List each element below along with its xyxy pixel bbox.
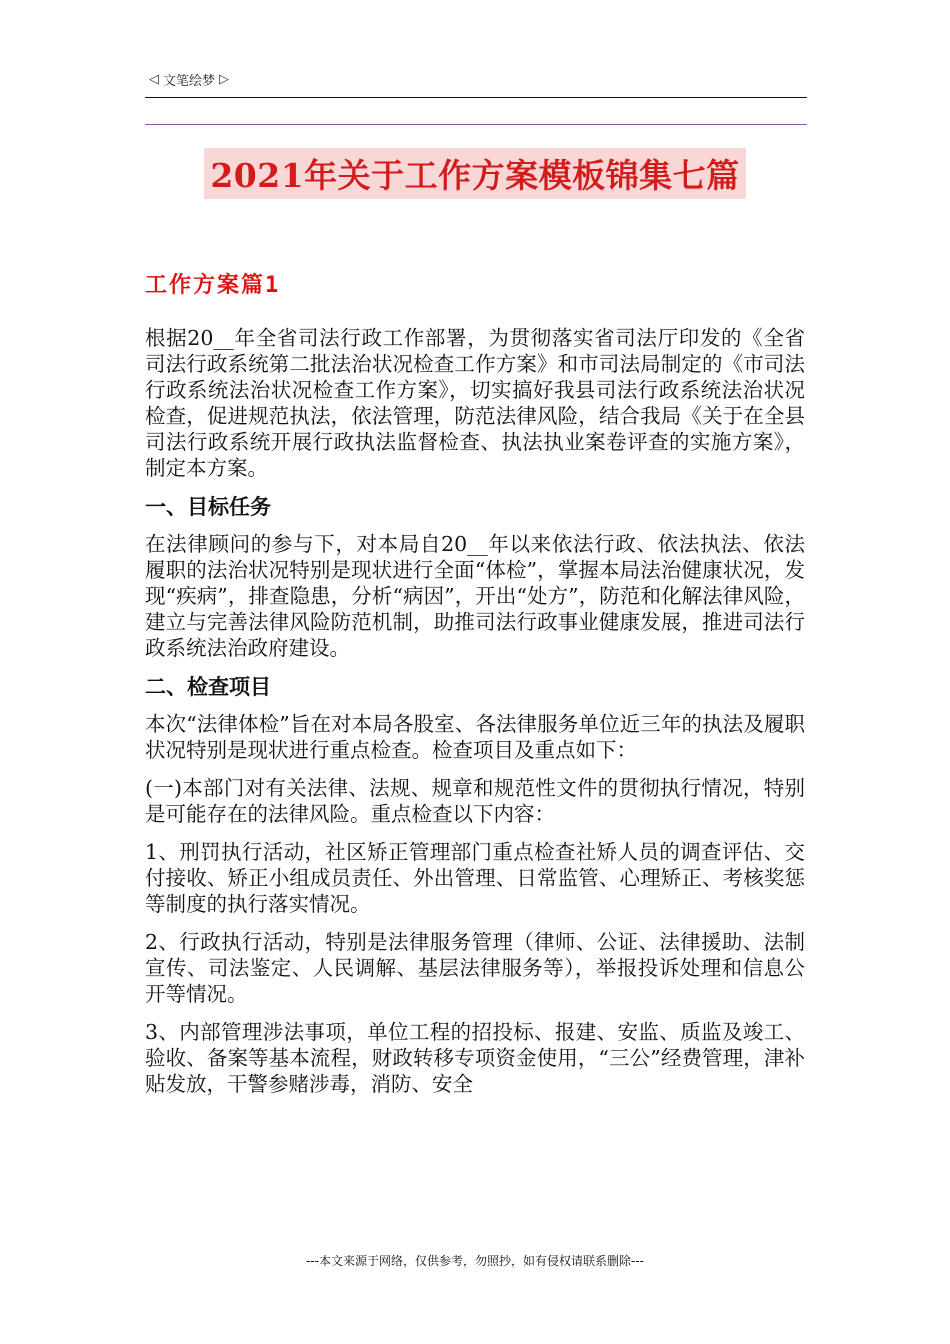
header-divider (145, 97, 807, 98)
section-title: 工作方案篇1 (145, 273, 281, 298)
list-item-2: 2、行政执行活动，特别是法律服务管理（律师、公证、法律援助、法制宣传、司法鉴定、人民调解、基层法律服务等），举报投诉处理和信息公开等情况。 (145, 930, 805, 1006)
inspection-item-1: (一)本部门对有关法律、法规、规章和规范性文件的贯彻执行情况，特别是可能存在的法律风险。重点检查以下内容： (145, 776, 805, 826)
title-divider (145, 124, 807, 125)
heading-goals: 一、目标任务 (145, 495, 271, 519)
document-body (145, 268, 805, 1109)
inspection-paragraph: 本次“法律体检”旨在对本局各股室、各法律服务单位近三年的执法及履职状况特别是现状进行重点检查。检查项目及重点如下： (145, 712, 805, 762)
brand-name: 文笔绘梦 (163, 74, 216, 89)
list-item-3: 3、内部管理涉法事项，单位工程的招投标、报建、安监、质监及竣工、验收、备案等基本流程，财政转移专项资金使用，“三公”经费管理，津补贴发放，干警参赌涉毒，消防、安全 (145, 1020, 805, 1096)
list-item-1: 1、刑罚执行活动，社区矫正管理部门重点检查社矫人员的调查评估、交付接收、矫正小组成员责任、外出管理、日常监管、心理矫正、考核奖惩等制度的执行落实情况。 (145, 840, 805, 916)
page-header (145, 70, 805, 98)
intro-paragraph: 根据20__年全省司法行政工作部署，为贯彻落实省司法厅印发的《全省司法行政系统第二批法治状况检查工作方案》和市司法局制定的《市司法行政系统法治状况检查工作方案》，切实搞好我县司法行政系统法治状况检查，促进规范执法，依法管理，防范法律风险，结合我局《关于在全县司法行政系统开展行政执法监督检查、执法执业案卷评查的实施方案》，制定本方案。 (145, 326, 805, 480)
heading-inspection: 二、检查项目 (145, 675, 271, 699)
left-triangle-icon: ◁ (149, 72, 159, 87)
goals-paragraph: 在法律顾问的参与下，对本局自20__年以来依法行政、依法执法、依法履职的法治状况特别是现状进行全面“体检”，掌握本局法治健康状况，发现“疾病”，排查隐患，分析“病因”，开出“处方”，防范和化解法律风险，建立与完善法律风险防范机制，助推司法行政事业健康发展，推进司法行政系统法治政府建设。 (145, 532, 805, 660)
right-triangle-icon: ▷ (219, 72, 230, 87)
page-footer: ---本文来源于网络，仅供参考，勿照抄，如有侵权请联系删除--- (306, 1254, 644, 1268)
document-title-wrap (0, 148, 950, 199)
document-title: 2021年关于工作方案模板锦集七篇 (204, 148, 745, 199)
